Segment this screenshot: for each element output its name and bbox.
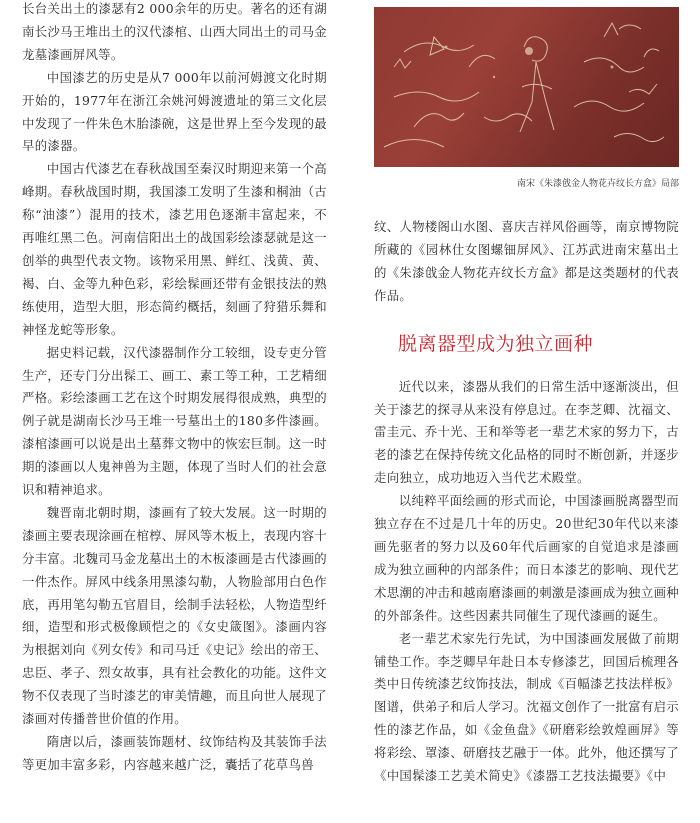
right-text-column xyxy=(374,216,679,788)
figure-caption: 南宋《朱漆戗金人物花卉纹长方盒》局部 xyxy=(516,179,679,189)
paragraph: 老一辈艺术家先行先试，为中国漆画发展做了前期铺垫工作。李芝卿早年赴日本专修漆艺，回国后梳理各类中日传统漆艺纹饰技法，制成《百幅漆艺技法样板》图谱，供弟子和后人学习。沈福文创作了一批富有启示性的漆艺作品，如《金鱼盘》《研磨彩绘敦煌画屏》等将彩绘、罩漆、研磨技艺融于一体。此外，他还撰写了《中国髹漆工艺美术简史》《漆器工艺技法撮要》《中 xyxy=(374,630,679,784)
left-text-column xyxy=(22,0,327,777)
paragraph-continued: 纹、人物楼阁山水图、喜庆吉祥风俗画等，南京博物院所藏的《园林仕女图螺钿屏风》、江苏武进南宋墓出土的《朱漆戗金人物花卉纹长方盒》都是这类题材的代表作品。 xyxy=(374,219,679,303)
lacquer-box-image xyxy=(374,7,679,167)
paragraph: 近代以来，漆器从我们的日常生活中逐渐淡出，但关于漆艺的探寻从来没有停息过。在李芝卿、沈福文、雷圭元、乔十光、王和举等老一辈艺术家的努力下，古老的漆艺在保持传统文化品格的同时不断创新，并逐步走向独立，成功地迈入当代艺术殿堂。 xyxy=(374,378,679,486)
section-heading: 脱离器型成为独立画种 xyxy=(398,332,594,355)
paragraph: 隋唐以后，漆画装饰题材、纹饰结构及其装饰手法等更加丰富多彩，内容越来越广泛，囊括了花草鸟兽 xyxy=(22,734,327,772)
paragraph: 中国古代漆艺在春秋战国至秦汉时期迎来第一个高峰期。春秋战国时期，我国漆工发明了生漆和桐油（古称“油漆”）混用的技术，漆艺用色逐渐丰富起来，不再唯红黑二色。河南信阳出土的战国彩绘漆瑟就是这一创举的典型代表文物。该物采用黑、鲜红、浅黄、黄、褐、白、金等九种色彩，彩绘髹画还带有金银技法的熟练使用，造型大胆，形态简约概括，刻画了狩猎乐舞和神怪龙蛇等形象。 xyxy=(22,161,327,337)
paragraph: 以纯粹平面绘画的形式而论，中国漆画脱离器型而独立存在不过是几十年的历史。20世纪30年代以来漆画先驱者的努力以及60年代后画家的自觉追求是漆画成为独立画种的内部条件；而日本漆艺的影响、现代艺术思潮的冲击和越南磨漆画的刺激是漆画成为独立画种的外部条件。这些因素共同催生了现代漆画的诞生。 xyxy=(374,493,679,623)
paragraph: 中国漆艺的历史是从7 000年以前河姆渡文化时期开始的，1977年在浙江余姚河姆渡遗址的第三文化层中发现了一件朱色木胎漆碗，这是世界上至今发现的最早的漆器。 xyxy=(22,69,327,154)
lacquer-artwork-illustration xyxy=(374,7,679,167)
paragraph: 据史料记载，汉代漆器制作分工较细，设专吏分管生产，还专门分出髹工、画工、素工等工种，工艺精细严格。彩绘漆画工艺在这个时期发展得很成熟，典型的例子就是湖南长沙马王堆一号墓出土的180多件漆画。漆棺漆画可以说是出土墓葬文物中的恢宏巨制。这一时期的漆画以人鬼神兽为主题，体现了当时人们的社会意识和精神追求。 xyxy=(22,344,327,498)
paragraph-continued: 长台关出土的漆瑟有2 000余年的历史。著名的还有湖南长沙马王堆出土的汉代漆棺、山西大同出土的司马金龙墓漆画屏风等。 xyxy=(22,1,327,62)
paragraph: 魏晋南北朝时期，漆画有了较大发展。这一时期的漆画主要表现涂画在棺椁、屏风等木板上，表现内容十分丰富。北魏司马金龙墓出土的木板漆画是古代漆画的一件杰作。屏风中线条用黑漆勾勒，人物脸部用白色作底，再用笔勾勒五官眉目，绘制手法轻松，人物造型纤细，造型和形式极像顾恺之的《女史箴图》。漆画内容为根据刘向《列女传》和司马迁《史记》绘出的帝王、忠臣、孝子、烈女故事，具有社会教化的功能。这件文物不仅表现了当时漆艺的审美情趣，而且向世人展现了漆画对传播普世价值的作用。 xyxy=(22,504,327,727)
